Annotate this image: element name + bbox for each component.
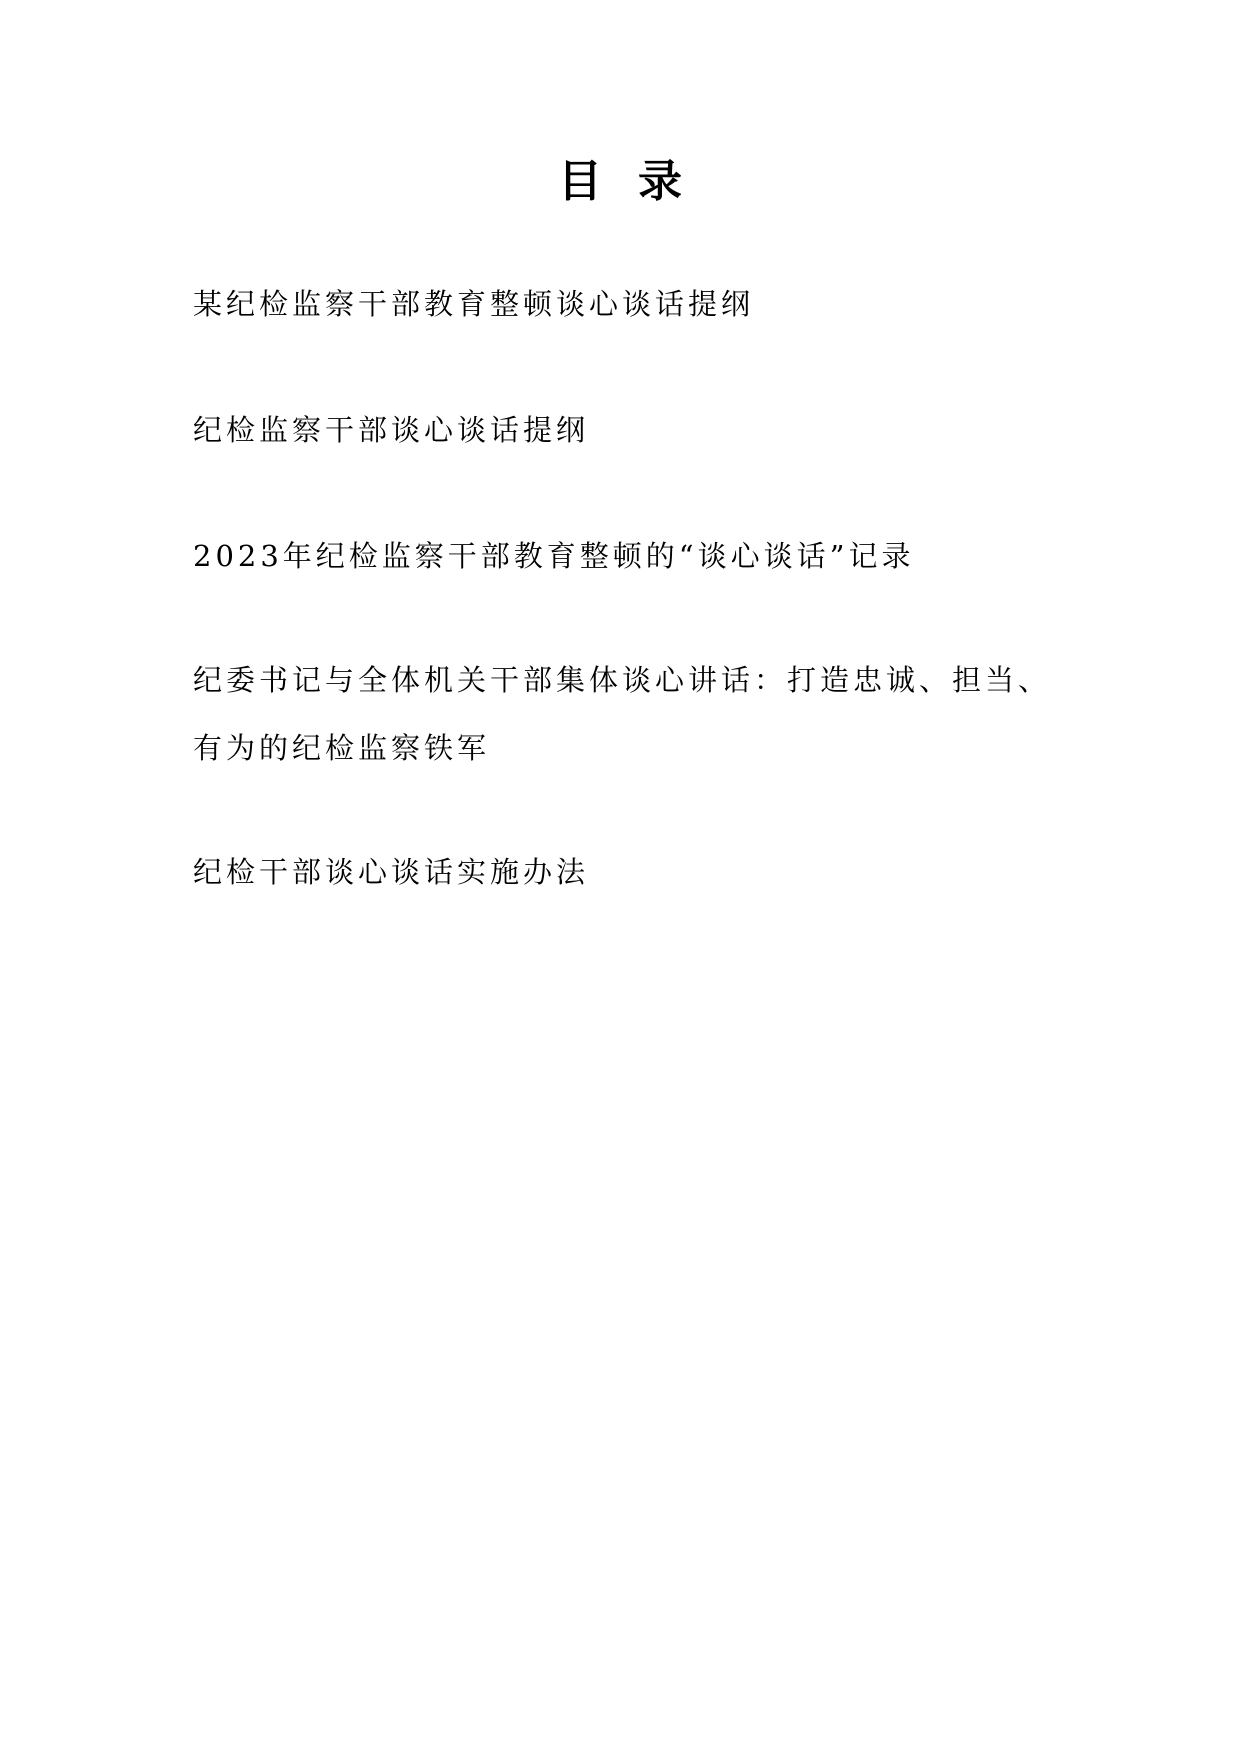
- toc-entry-text: 纪检监察干部谈心谈话提纲: [193, 413, 590, 447]
- toc-title: 目录: [558, 156, 718, 207]
- toc-entry-text: 某纪检监察干部教育整顿谈心谈话提纲: [193, 287, 755, 321]
- toc-entry[interactable]: [193, 410, 1073, 450]
- toc-entry-text: 纪委书记与全体机关干部集体谈心讲话：打造忠诚、担当、: [193, 663, 1052, 697]
- toc-entry-text: 2023年纪检监察干部教育整顿的“谈心谈话”记录: [193, 539, 915, 573]
- toc-entry[interactable]: [193, 852, 1073, 892]
- toc-entry-text: 纪检干部谈心谈话实施办法: [193, 855, 590, 889]
- toc-entry[interactable]: [193, 660, 1073, 768]
- toc-entry[interactable]: [193, 284, 1073, 324]
- toc-entry[interactable]: [193, 536, 1073, 576]
- toc-entry-text-continued: 有为的纪检监察铁军: [193, 731, 491, 765]
